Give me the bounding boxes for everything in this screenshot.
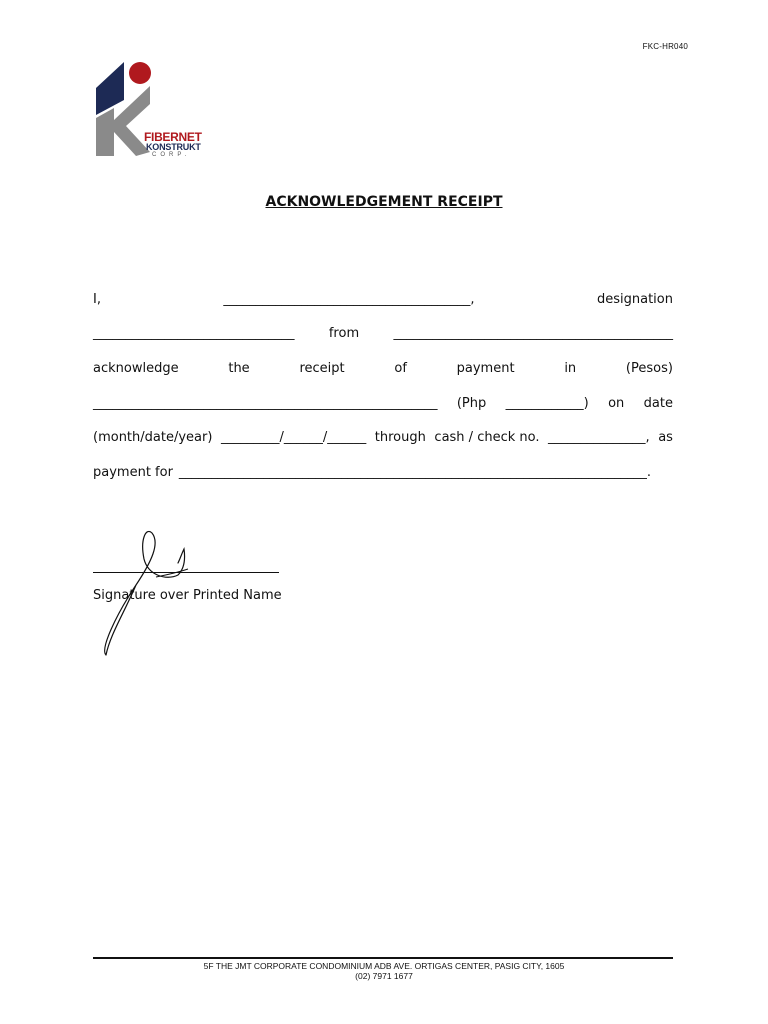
body-word: (Pesos) xyxy=(625,360,673,376)
body-word: receipt xyxy=(299,360,345,376)
logo-text-fibernet: FIBERNET xyxy=(144,130,202,144)
payment-for-blank: ________________________________________________________________________. xyxy=(178,464,652,480)
body-word: (month/date/year) xyxy=(93,430,213,446)
body-word: from xyxy=(328,326,360,342)
body-line-6 xyxy=(93,455,673,490)
body-word: payment for xyxy=(93,464,173,480)
body-word: of xyxy=(394,360,407,376)
document-title: ACKNOWLEDGEMENT RECEIPT xyxy=(265,194,503,210)
company-logo xyxy=(94,60,204,160)
form-code: FKC-HR040 xyxy=(642,42,688,51)
body-word: I, xyxy=(93,291,101,307)
body-line-2 xyxy=(93,317,673,352)
footer-address: 5F THE JMT CORPORATE CONDOMINIUM ADB AVE. ORTIGAS CENTER, PASIG CITY, 1605 xyxy=(203,961,565,971)
amount-php-blank: ____________) xyxy=(505,395,589,411)
body-word: date xyxy=(643,395,673,411)
body-word: (Php xyxy=(456,395,487,411)
footer-phone: (02) 7971 1677 xyxy=(355,971,413,981)
footer xyxy=(0,961,768,981)
logo-text-corp: CORP. xyxy=(152,152,191,158)
payer-blank: ___________________________________________ xyxy=(393,326,673,342)
body-word: cash / check no. xyxy=(434,430,540,446)
name-blank: ______________________________________, xyxy=(223,291,475,307)
body-word: the xyxy=(228,360,250,376)
receipt-body xyxy=(93,282,673,490)
designation-blank: _______________________________ xyxy=(93,326,295,342)
body-line-1 xyxy=(93,282,673,317)
body-word: payment xyxy=(456,360,515,376)
check-number-blank: _______________, xyxy=(548,430,650,446)
body-word: in xyxy=(564,360,577,376)
body-line-5 xyxy=(93,420,673,455)
body-line-3 xyxy=(93,351,673,386)
body-line-4 xyxy=(93,386,673,421)
body-word: designation xyxy=(596,291,673,307)
body-word: acknowledge xyxy=(93,360,179,376)
body-word: through xyxy=(374,430,426,446)
handwritten-signature xyxy=(96,525,206,665)
body-word: on xyxy=(608,395,625,411)
body-word: as xyxy=(658,430,673,446)
footer-rule xyxy=(93,957,673,959)
logo-text-konstrukt: KONSTRUKT xyxy=(146,142,201,152)
amount-words-blank: _____________________________________________________ xyxy=(93,395,438,411)
date-blank: _________/______/______ xyxy=(220,430,367,446)
signature-label: Signature over Printed Name xyxy=(93,588,282,603)
